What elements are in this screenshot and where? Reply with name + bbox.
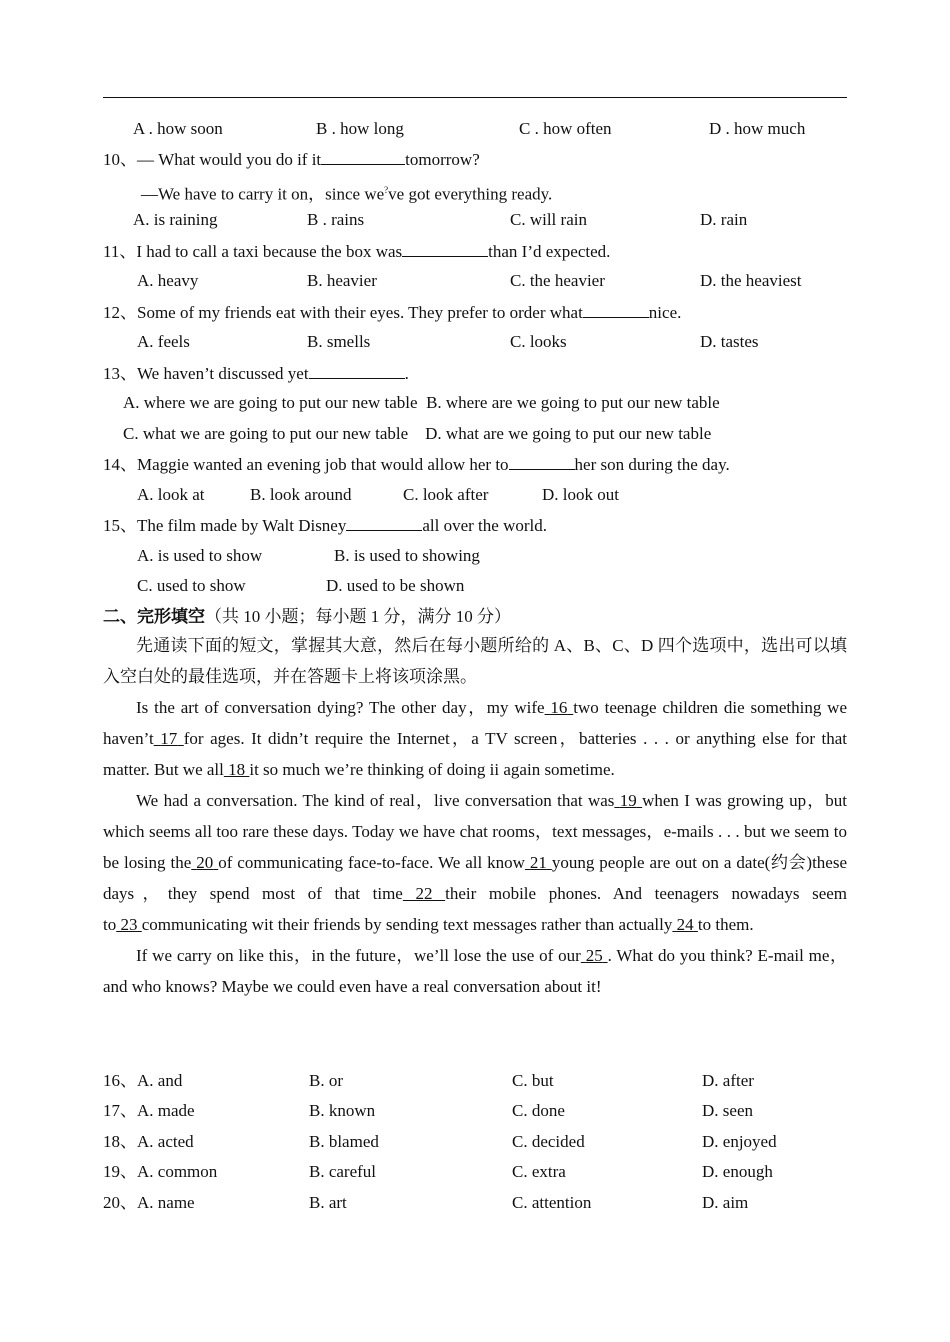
question-number: 11、 [103,242,137,261]
option-c[interactable]: C. will rain [510,210,587,229]
option-d[interactable]: D. after [702,1071,754,1090]
question-number: 13、 [103,364,137,383]
question-10-response [141,180,552,205]
option-c[interactable]: C . how often [519,119,612,138]
blank-19[interactable]: 19 [619,791,637,810]
stray-mark: ? [384,185,389,195]
option-d[interactable]: D. enjoyed [702,1132,777,1151]
option-d[interactable]: D. the heaviest [700,271,802,290]
option-b[interactable]: B. is used to showing [334,546,480,565]
question-number: 12、 [103,303,137,322]
section-title: 二、完形填空 [103,607,205,626]
section-note: （共 10 小题；每小题 1 分，满分 10 分） [205,607,511,626]
blank-16[interactable]: 16 [550,698,568,717]
stem-text: We haven’t discussed yet [137,364,309,383]
stem-text: Some of my friends eat with their eyes. They prefer to order what [137,303,583,322]
answer-blank[interactable] [402,241,488,257]
stem-text: —We have to carry it on，since we [141,184,385,204]
answer-blank[interactable] [583,302,649,318]
option-c[interactable]: C. the heavier [510,271,605,290]
answer-blank[interactable] [509,454,575,470]
option-a[interactable]: 18、A. acted [103,1132,194,1151]
option-c[interactable]: C. extra [512,1162,566,1181]
answer-blank[interactable] [321,149,405,165]
blank-17[interactable]: 17 [160,729,178,748]
question-10-stem [103,149,480,170]
answer-blank[interactable] [309,363,405,379]
stem-text: all over the world. [422,516,547,535]
question-14-stem [103,454,730,475]
question-number: 10、 [103,150,137,169]
blank-23[interactable]: 23 [120,915,138,934]
stem-text: Maggie wanted an evening job that would allow her to [137,455,509,474]
section-instruction: 先通读下面的短文，掌握其大意，然后在每小题所给的 A、B、C、D 四个选项中，选出可以填入空白处的最佳选项，并在答题卡上将该项涂黑。 [103,636,847,686]
question-number: 15、 [103,516,137,535]
question-13-options-ab[interactable]: A. where we are going to put our new table B. where are we going to put our new table [123,393,720,412]
option-a[interactable]: 17、A. made [103,1101,195,1120]
stem-text: The film made by Walt Disney [137,516,347,535]
option-a[interactable]: A . how soon [133,119,223,138]
option-c[interactable]: C. used to show [137,576,246,595]
option-d[interactable]: D. rain [700,210,748,229]
option-d[interactable]: D. tastes [700,332,759,351]
option-c[interactable]: C. decided [512,1132,585,1151]
option-a[interactable]: 19、A. common [103,1162,218,1181]
stem-text: tomorrow? [405,150,480,169]
option-a[interactable]: A. feels [137,332,190,351]
stem-text: I had to call a taxi because the box was [136,242,403,261]
stem-text: — What would you do if it [137,150,322,169]
blank-22[interactable]: 22 [415,884,433,903]
section-2-heading [103,607,511,627]
option-b[interactable]: B. art [309,1193,347,1212]
answer-blank[interactable] [346,515,422,531]
option-b[interactable]: B. blamed [309,1132,379,1151]
header-rule [103,97,847,98]
blank-25[interactable]: 25 [585,946,603,965]
option-d[interactable]: D. used to be shown [326,576,465,595]
blank-18[interactable]: 18 [228,760,246,779]
question-13-stem [103,363,409,384]
option-c[interactable]: C. looks [510,332,567,351]
stem-text: ve got everything ready. [388,184,553,204]
question-number: 14、 [103,455,137,474]
option-b[interactable]: B. look around [250,485,352,504]
option-b[interactable]: B. careful [309,1162,377,1181]
question-13-options-cd[interactable]: C. what we are going to put our new table D. what are we going to put our new table [123,424,712,443]
option-a[interactable]: A. look at [137,485,205,504]
stem-text: . [404,364,409,383]
passage-paragraph-3: If we carry on like this，in the future，we’ll lose the use of our 25 . What do you think? E-mail me，and who knows? Maybe we could even have a real conversation about it! [103,946,848,996]
option-c[interactable]: C. attention [512,1193,592,1212]
option-b[interactable]: B. known [309,1101,376,1120]
option-b[interactable]: B . rains [307,210,365,229]
option-d[interactable]: D. aim [702,1193,749,1212]
passage-paragraph-1: Is the art of conversation dying? The other day，my wife 16 two teenage children die something we haven’t 17 for ages. It didn’t require the Internet，a TV screen，batteries . . . or anything else for that matter. But we all 18 it so much we’re thinking of doing ii again sometime. [103,698,848,779]
option-c[interactable]: C. look after [403,485,489,504]
question-15-stem [103,515,547,536]
option-d[interactable]: D. look out [542,485,619,504]
option-d[interactable]: D . how much [709,119,806,138]
cloze-passage [103,630,847,1002]
option-a[interactable]: A. is used to show [137,546,263,565]
option-b[interactable]: B. smells [307,332,371,351]
option-c[interactable]: C. done [512,1101,565,1120]
option-a[interactable]: 16、A. and [103,1071,183,1090]
stem-text: than I’d expected. [488,242,611,261]
stem-text: nice. [648,303,682,322]
option-a[interactable]: A. is raining [133,210,218,229]
blank-21[interactable]: 21 [529,853,547,872]
question-12-stem [103,302,681,323]
blank-20[interactable]: 20 [196,853,214,872]
passage-paragraph-2: We had a conversation. The kind of real，live conversation that was 19 when I was growing up，but which seems all too rare these days. Today we have chat rooms，text messages，e-mails . . . but we seem to be losing the 20 of communicating face-to-face. We all know 21 young people are out on a date(约会)these days，they spend most of that time 22 their mobile phones. And teenagers nowadays seem to 23 communicating wit their friends by sending text messages rather than actually 24 to them. [103,791,848,934]
option-b[interactable]: B. heavier [307,271,377,290]
option-a[interactable]: 20、A. name [103,1193,195,1212]
blank-24[interactable]: 24 [676,915,694,934]
option-b[interactable]: B . how long [316,119,404,138]
question-11-stem [103,241,610,262]
option-b[interactable]: B. or [309,1071,343,1090]
stem-text: her son during the day. [574,455,730,474]
option-d[interactable]: D. enough [702,1162,773,1181]
option-c[interactable]: C. but [512,1071,554,1090]
option-d[interactable]: D. seen [702,1101,753,1120]
option-a[interactable]: A. heavy [137,271,199,290]
